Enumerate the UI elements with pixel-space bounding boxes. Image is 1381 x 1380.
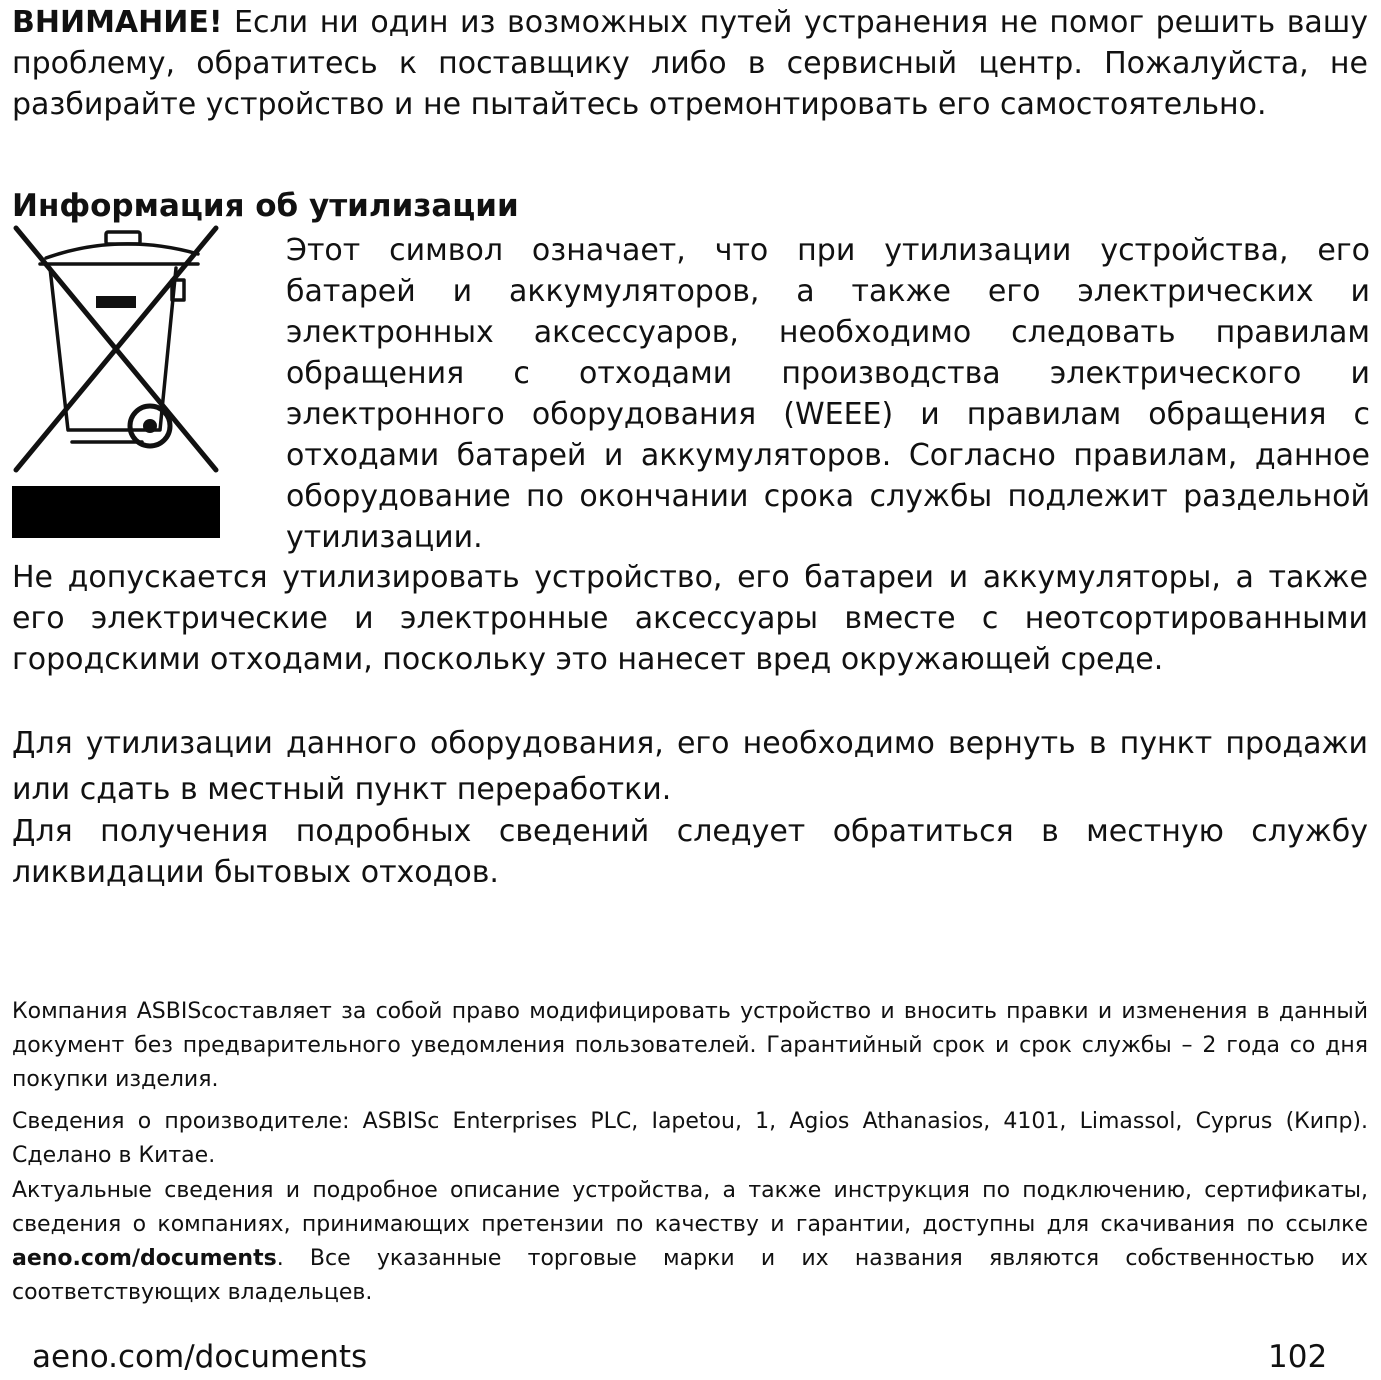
- page-number: 102: [1268, 1339, 1328, 1375]
- footer-url[interactable]: aeno.com/documents: [32, 1339, 368, 1375]
- warning-text: Если ни один из возможных путей устранения не помог решить вашу проблему, обратитесь к поставщику либо в сервисный центр. Пожалуйста, не разбирайте устройство и не пытайтесь отремонтировать его самостоятельно.: [12, 5, 1368, 122]
- crossed-out-wheelie-bin-icon: [10, 224, 222, 544]
- disposal-contact-paragraph: Для получения подробных сведений следует обратиться в местную службу ликвидации бытовых отходов.: [12, 814, 1368, 890]
- company-rights-paragraph: Компания ASBISсоставляет за собой право модифицировать устройство и вносить правки и изменения в данный документ без предварительного уведомления пользователей. Гарантийный срок и срок службы – 2 года со дня покупки изделия.: [12, 999, 1368, 1092]
- manufacturer-paragraph: Сведения о производителе: ASBISc Enterprises PLC, Iapetou, 1, Agios Athanasios, 4101, Limassol, Cyprus (Кипр). Сделано в Китае.: [12, 1109, 1368, 1168]
- weee-symbol-paragraph: Этот символ означает, что при утилизации устройства, его батарей и аккумуляторов, а также его электрических и электронных аксессуаров, необходимо следовать правилам обращения с отходами производства электрического и электронного оборудования (WEEE) и правилам обращения с отходами батарей и аккумуляторов. Согласно правилам, данное оборудование по окончании срока службы подлежит раздельной утилизации.: [286, 233, 1370, 555]
- disposal-return-paragraph: Для утилизации данного оборудования, его необходимо вернуть в пункт продажи или сдать в местный пункт переработки.: [12, 726, 1368, 807]
- documents-info-paragraph: [12, 1174, 1368, 1310]
- warning-paragraph: [12, 2, 1368, 125]
- documents-info-text-end: . Все указанные торговые марки и их названия являются собственностью их соответствующих владельцев.: [12, 1246, 1368, 1305]
- documents-link[interactable]: aeno.com/documents: [12, 1246, 277, 1271]
- warning-label: ВНИМАНИЕ!: [12, 5, 223, 40]
- disposal-not-allowed-paragraph: Не допускается утилизировать устройство, его батареи и аккумуляторы, а также его электрические и электронные аксессуары вместе с неотсортированными городскими отходами, поскольку это нанесет вред окружающей среде.: [12, 560, 1368, 677]
- documents-info-text: Актуальные сведения и подробное описание устройства, а также инструкция по подключению, сертификаты, сведения о компаниях, принимающих претензии по качеству и гарантии, доступны для скачивания по ссылке: [12, 1178, 1368, 1237]
- disposal-heading: Информация об утилизации: [12, 188, 519, 224]
